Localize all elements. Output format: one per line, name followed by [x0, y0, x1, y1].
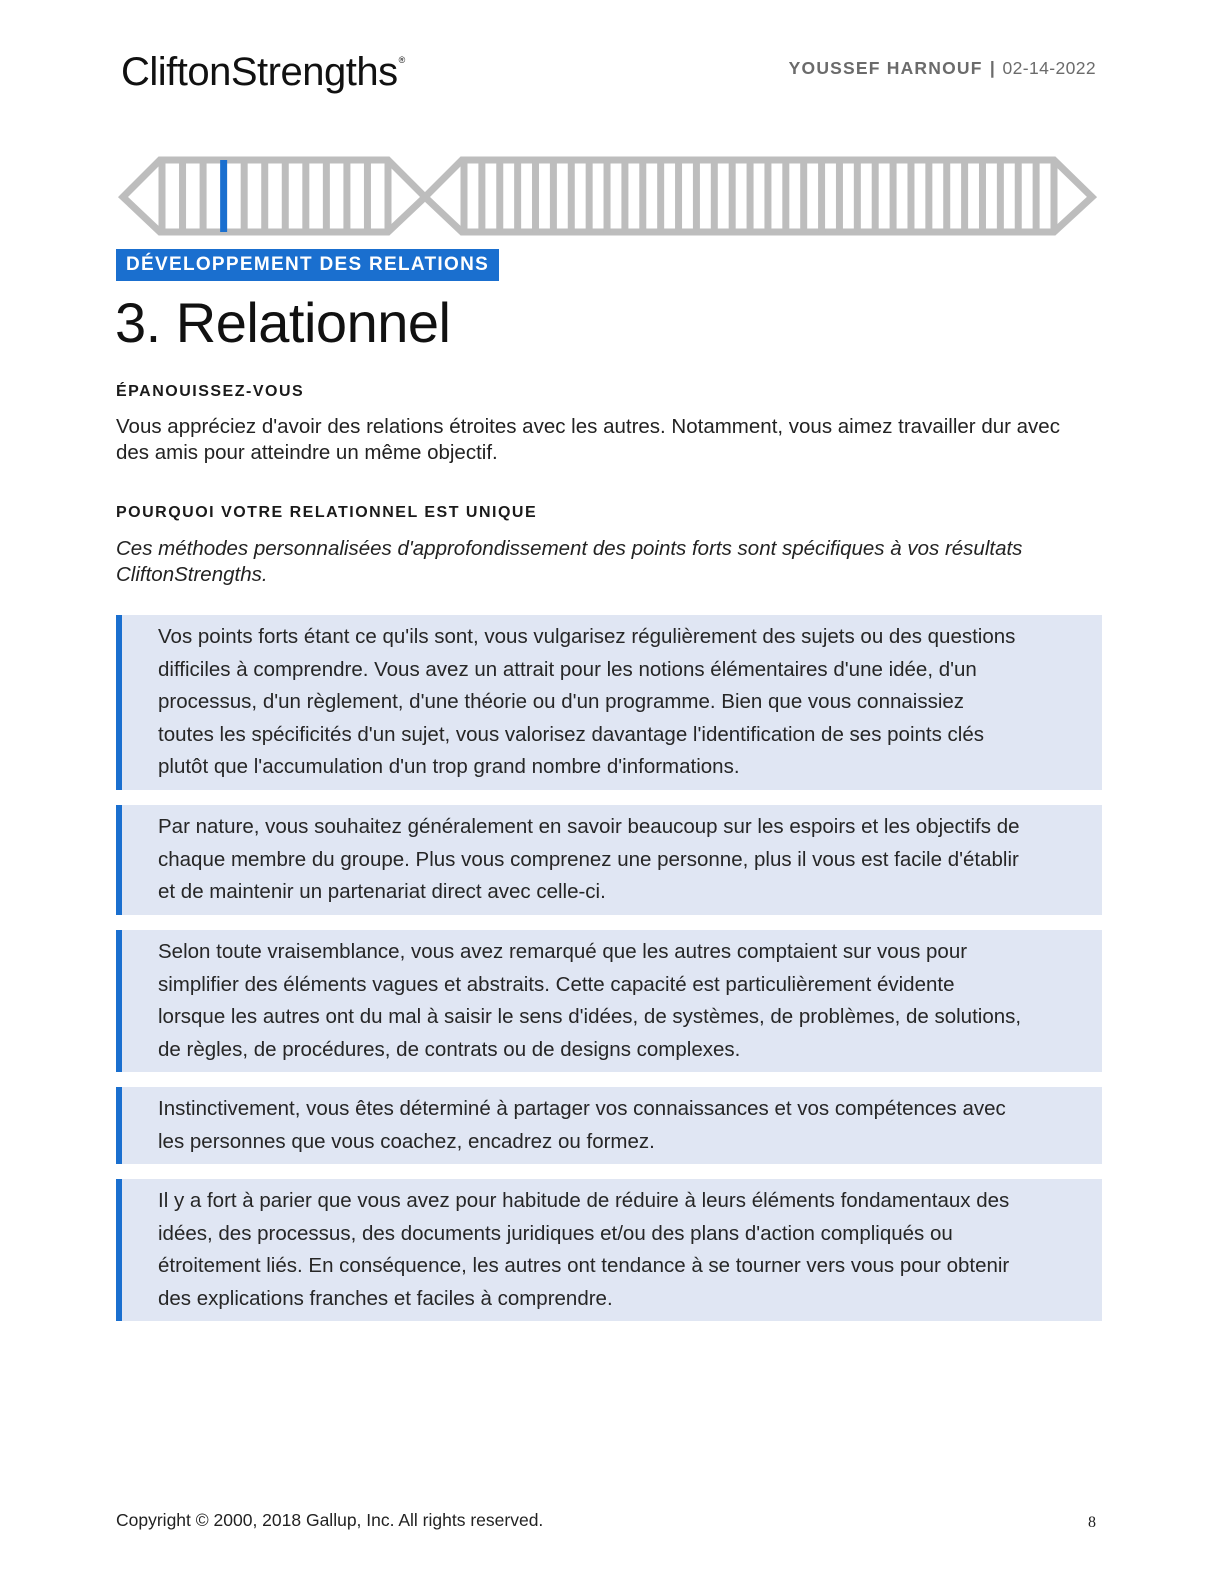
- domain-badge: DÉVELOPPEMENT DES RELATIONS: [116, 249, 499, 281]
- insight-card: [116, 1087, 1102, 1164]
- left-bar-outline: [123, 160, 425, 232]
- insight-text: Selon toute vraisemblance, vous avez remarqué que les autres comptaient sur vous pour simplifier des éléments vagues et abstraits. Cette capacité est particulièrement évidente lorsque les autres ont du mal à saisir le sens d'idées, de systèmes, de problèmes, de solutions, de règles, de procédures, de contrats ou de designs complexes.: [158, 940, 1022, 1061]
- report-date: 02-14-2022: [1002, 58, 1096, 78]
- right-bar-outline: [425, 160, 1092, 232]
- insight-text: Vos points forts étant ce qu'ils sont, vous vulgarisez régulièrement des sujets ou des questions difficiles à comprendre. Vous avez un attrait pour les notions élémentaires d'une idée, d'un processus, d'un règlement, d'une théorie ou d'un programme. Bien que vous connaissiez toutes les spécificités d'un sujet, vous valorisez davantage l'identification de ses points clés plutôt que l'accumulation d'un trop grand nombre d'informations.: [158, 625, 1016, 779]
- theme-rank-bar: [116, 152, 1100, 238]
- theme-title: 3. Relationnel: [115, 291, 451, 354]
- insight-card: [116, 805, 1102, 915]
- report-header-info: [789, 58, 1096, 79]
- thrive-text: Vous appréciez d'avoir des relations étroites avec les autres. Notamment, vous aimez travailler dur avec des amis pour atteindre un même objectif.: [116, 415, 1060, 464]
- insight-text: Il y a fort à parier que vous avez pour habitude de réduire à leurs éléments fondamentaux des idées, des processus, des documents juridiques et/ou des plans d'action compliqués ou étroitement liés. En conséquence, les autres ont tendance à se tourner vers vous pour obtenir des explications franches et faciles à comprendre.: [158, 1189, 1010, 1310]
- insight-text: Instinctivement, vous êtes déterminé à partager vos connaissances et vos compétences avec les personnes que vous coachez, encadrez ou formez.: [158, 1097, 1006, 1153]
- logo-text: CliftonStrengths: [121, 50, 398, 94]
- page-number: 8: [1088, 1514, 1096, 1531]
- insight-card: [116, 930, 1102, 1072]
- insight-text: Par nature, vous souhaitez généralement en savoir beaucoup sur les espoirs et les objectifs de chaque membre du groupe. Plus vous comprenez une personne, plus il vous est facile d'établir et de maintenir un partenariat direct avec celle-ci.: [158, 815, 1020, 904]
- registered-mark: ®: [398, 55, 405, 65]
- cliftonstrengths-logo: [121, 50, 405, 95]
- header-separator: |: [989, 58, 996, 78]
- insight-card: [116, 1179, 1102, 1321]
- copyright-notice: Copyright © 2000, 2018 Gallup, Inc. All rights reserved.: [116, 1510, 544, 1530]
- unique-intro: Ces méthodes personnalisées d'approfondissement des points forts sont spécifiques à vos résultats CliftonStrengths.: [116, 537, 1023, 586]
- theme-bar-segments: [162, 160, 1054, 232]
- thrive-heading: ÉPANOUISSEZ-VOUS: [116, 383, 305, 400]
- unique-heading: POURQUOI VOTRE RELATIONNEL EST UNIQUE: [116, 504, 538, 521]
- user-name: YOUSSEF HARNOUF: [788, 58, 983, 78]
- insight-card: [116, 615, 1102, 790]
